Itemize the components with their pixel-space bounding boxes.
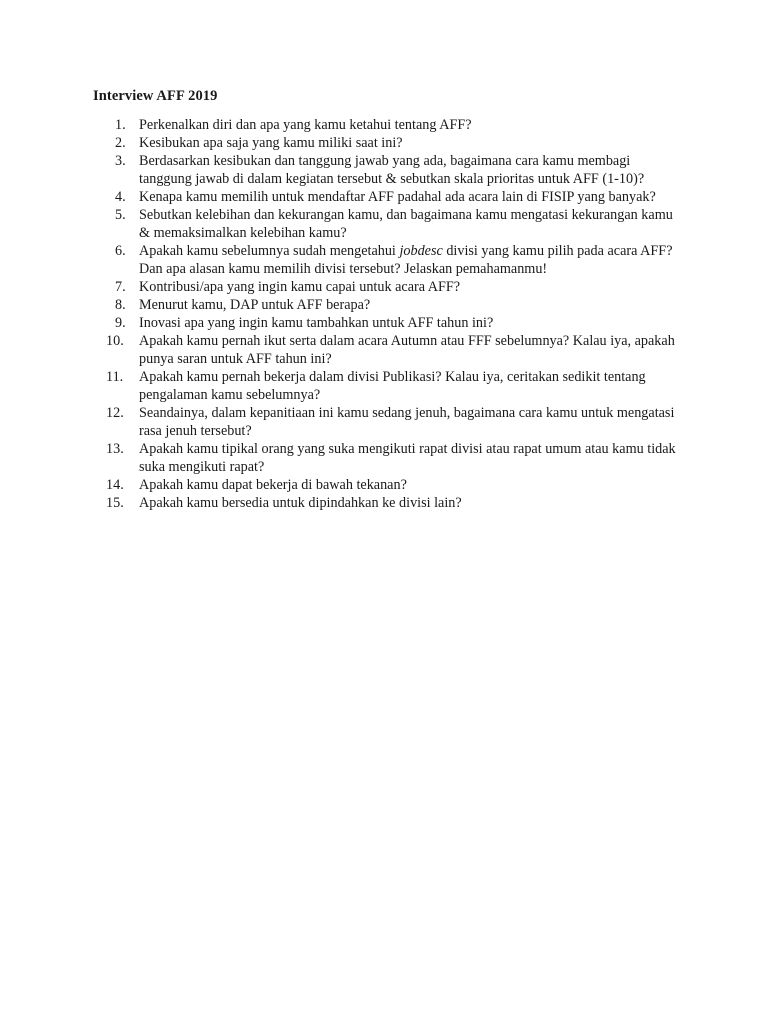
document-title: Interview AFF 2019 xyxy=(93,88,218,104)
item-text: Apakah kamu bersedia untuk dipindahkan ke divisi lain? xyxy=(139,495,462,511)
item-number: 15. xyxy=(106,495,124,511)
item-number: 3. xyxy=(115,153,126,169)
item-number: 7. xyxy=(115,279,126,295)
item-number: 9. xyxy=(115,315,126,331)
list-item xyxy=(104,368,684,404)
item-number: 8. xyxy=(115,297,126,313)
item-text: Inovasi apa yang ingin kamu tambahkan untuk AFF tahun ini? xyxy=(139,315,494,331)
item-text-italic: jobdesc xyxy=(399,243,443,259)
item-text: Apakah kamu dapat bekerja di bawah tekanan? xyxy=(139,477,407,493)
item-text: Seandainya, dalam kepanitiaan ini kamu sedang jenuh, bagaimana cara kamu untuk mengatasi rasa jenuh tersebut? xyxy=(139,405,675,439)
list-item xyxy=(104,206,684,242)
item-text: Menurut kamu, DAP untuk AFF berapa? xyxy=(139,297,371,313)
item-text-before: Apakah kamu sebelumnya sudah mengetahui xyxy=(139,243,400,259)
list-item xyxy=(104,494,684,512)
list-item xyxy=(104,242,684,278)
list-item xyxy=(104,476,684,494)
item-number: 11. xyxy=(106,369,124,385)
item-text: Kontribusi/apa yang ingin kamu capai untuk acara AFF? xyxy=(139,279,461,295)
list-item xyxy=(104,278,684,296)
item-text: Apakah kamu tipikal orang yang suka mengikuti rapat divisi atau rapat umum atau kamu tidak suka mengikuti rapat? xyxy=(139,441,676,475)
list-item xyxy=(104,404,684,440)
item-number: 2. xyxy=(115,135,126,151)
item-text: Apakah kamu pernah ikut serta dalam acara Autumn atau FFF sebelumnya? Kalau iya, apakah punya saran untuk AFF tahun ini? xyxy=(139,333,675,367)
list-item xyxy=(104,440,684,476)
list-item xyxy=(104,332,684,368)
question-list xyxy=(104,116,684,512)
list-item xyxy=(104,116,684,134)
item-number: 5. xyxy=(115,207,126,223)
item-text: Kesibukan apa saja yang kamu miliki saat ini? xyxy=(139,135,403,151)
list-item xyxy=(104,152,684,188)
item-number: 4. xyxy=(115,189,126,205)
item-number: 14. xyxy=(106,477,124,493)
item-number: 10. xyxy=(106,333,124,349)
item-text: Perkenalkan diri dan apa yang kamu ketahui tentang AFF? xyxy=(139,117,472,133)
item-text xyxy=(139,243,673,277)
item-number: 1. xyxy=(115,117,126,133)
item-text-after: divisi yang kamu pilih pada acara AFF? Dan apa alasan kamu memilih divisi tersebut? Jelaskan pemahamanmu! xyxy=(139,243,673,277)
item-number: 6. xyxy=(115,243,126,259)
item-number: 12. xyxy=(106,405,124,421)
list-item xyxy=(104,188,684,206)
list-item xyxy=(104,314,684,332)
item-text: Berdasarkan kesibukan dan tanggung jawab yang ada, bagaimana cara kamu membagi tanggung jawab di dalam kegiatan tersebut & sebutkan skala prioritas untuk AFF (1-10)? xyxy=(139,153,645,187)
list-item xyxy=(104,134,684,152)
item-text: Apakah kamu pernah bekerja dalam divisi Publikasi? Kalau iya, ceritakan sedikit tentang pengalaman kamu sebelumnya? xyxy=(139,369,646,403)
item-text: Sebutkan kelebihan dan kekurangan kamu, dan bagaimana kamu mengatasi kekurangan kamu & memaksimalkan kelebihan kamu? xyxy=(139,207,673,241)
list-item xyxy=(104,296,684,314)
item-number: 13. xyxy=(106,441,124,457)
item-text: Kenapa kamu memilih untuk mendaftar AFF padahal ada acara lain di FISIP yang banyak? xyxy=(139,189,656,205)
